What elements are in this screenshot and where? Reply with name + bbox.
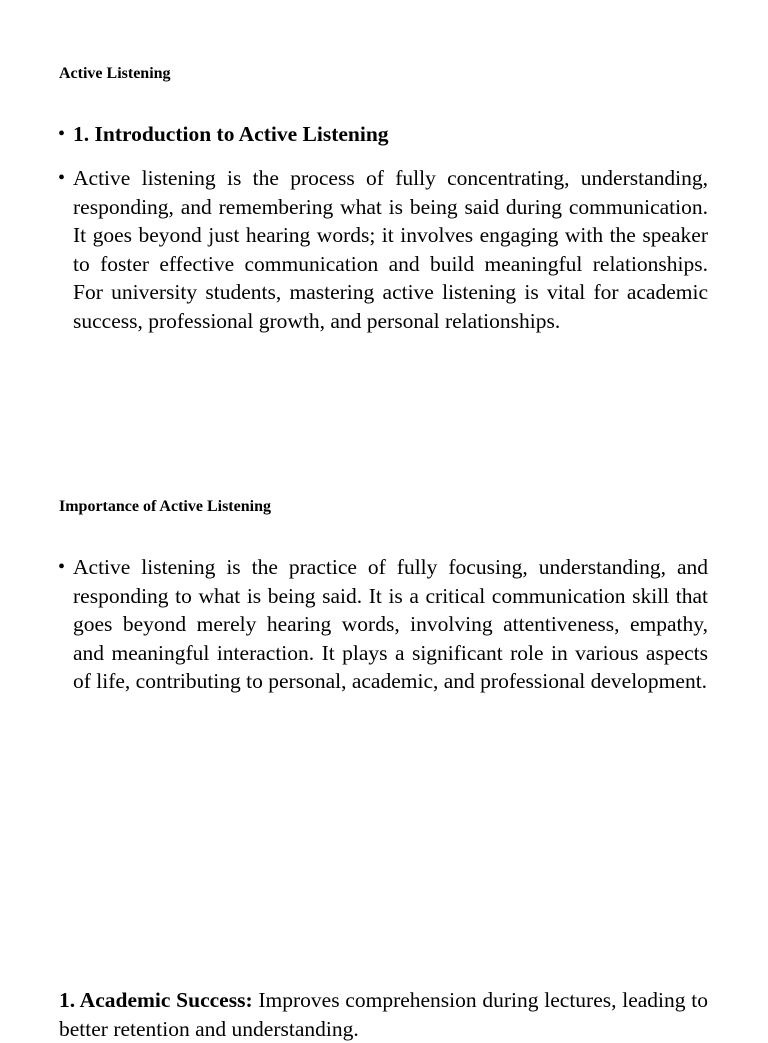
list-item <box>58 120 708 149</box>
list-item <box>58 164 708 336</box>
importance-paragraph: Active listening is the practice of fully focusing, understanding, and responding to what is being said. It is a critical communication skill that goes beyond merely hearing words, involving attentiveness, empathy, and meaningful interaction. It plays a significant role in various aspects of life, contributing to personal, academic, and professional development. <box>73 555 708 694</box>
introduction-paragraph: Active listening is the process of fully concentrating, understanding, responding, and remembering what is being said during communication. It goes beyond just hearing words; it involves engaging with the speaker to foster effective communication and build meaningful relationships. For university students, mastering active listening is vital for academic success, professional growth, and personal relationships. <box>73 166 708 333</box>
list-item <box>58 553 708 696</box>
academic-success-text: Improves comprehension during lectures, leading to better retention and understanding. <box>59 988 708 1041</box>
academic-success-paragraph <box>59 986 708 1043</box>
bullet-icon: • <box>58 123 66 145</box>
bullet-icon: • <box>58 167 66 189</box>
academic-success-label: 1. Academic Success: <box>59 988 253 1012</box>
section-title-importance: Importance of Active Listening <box>59 498 271 515</box>
subsection-heading-introduction: 1. Introduction to Active Listening <box>73 122 389 146</box>
section-title-active-listening: Active Listening <box>59 65 171 82</box>
bullet-icon: • <box>58 556 66 578</box>
